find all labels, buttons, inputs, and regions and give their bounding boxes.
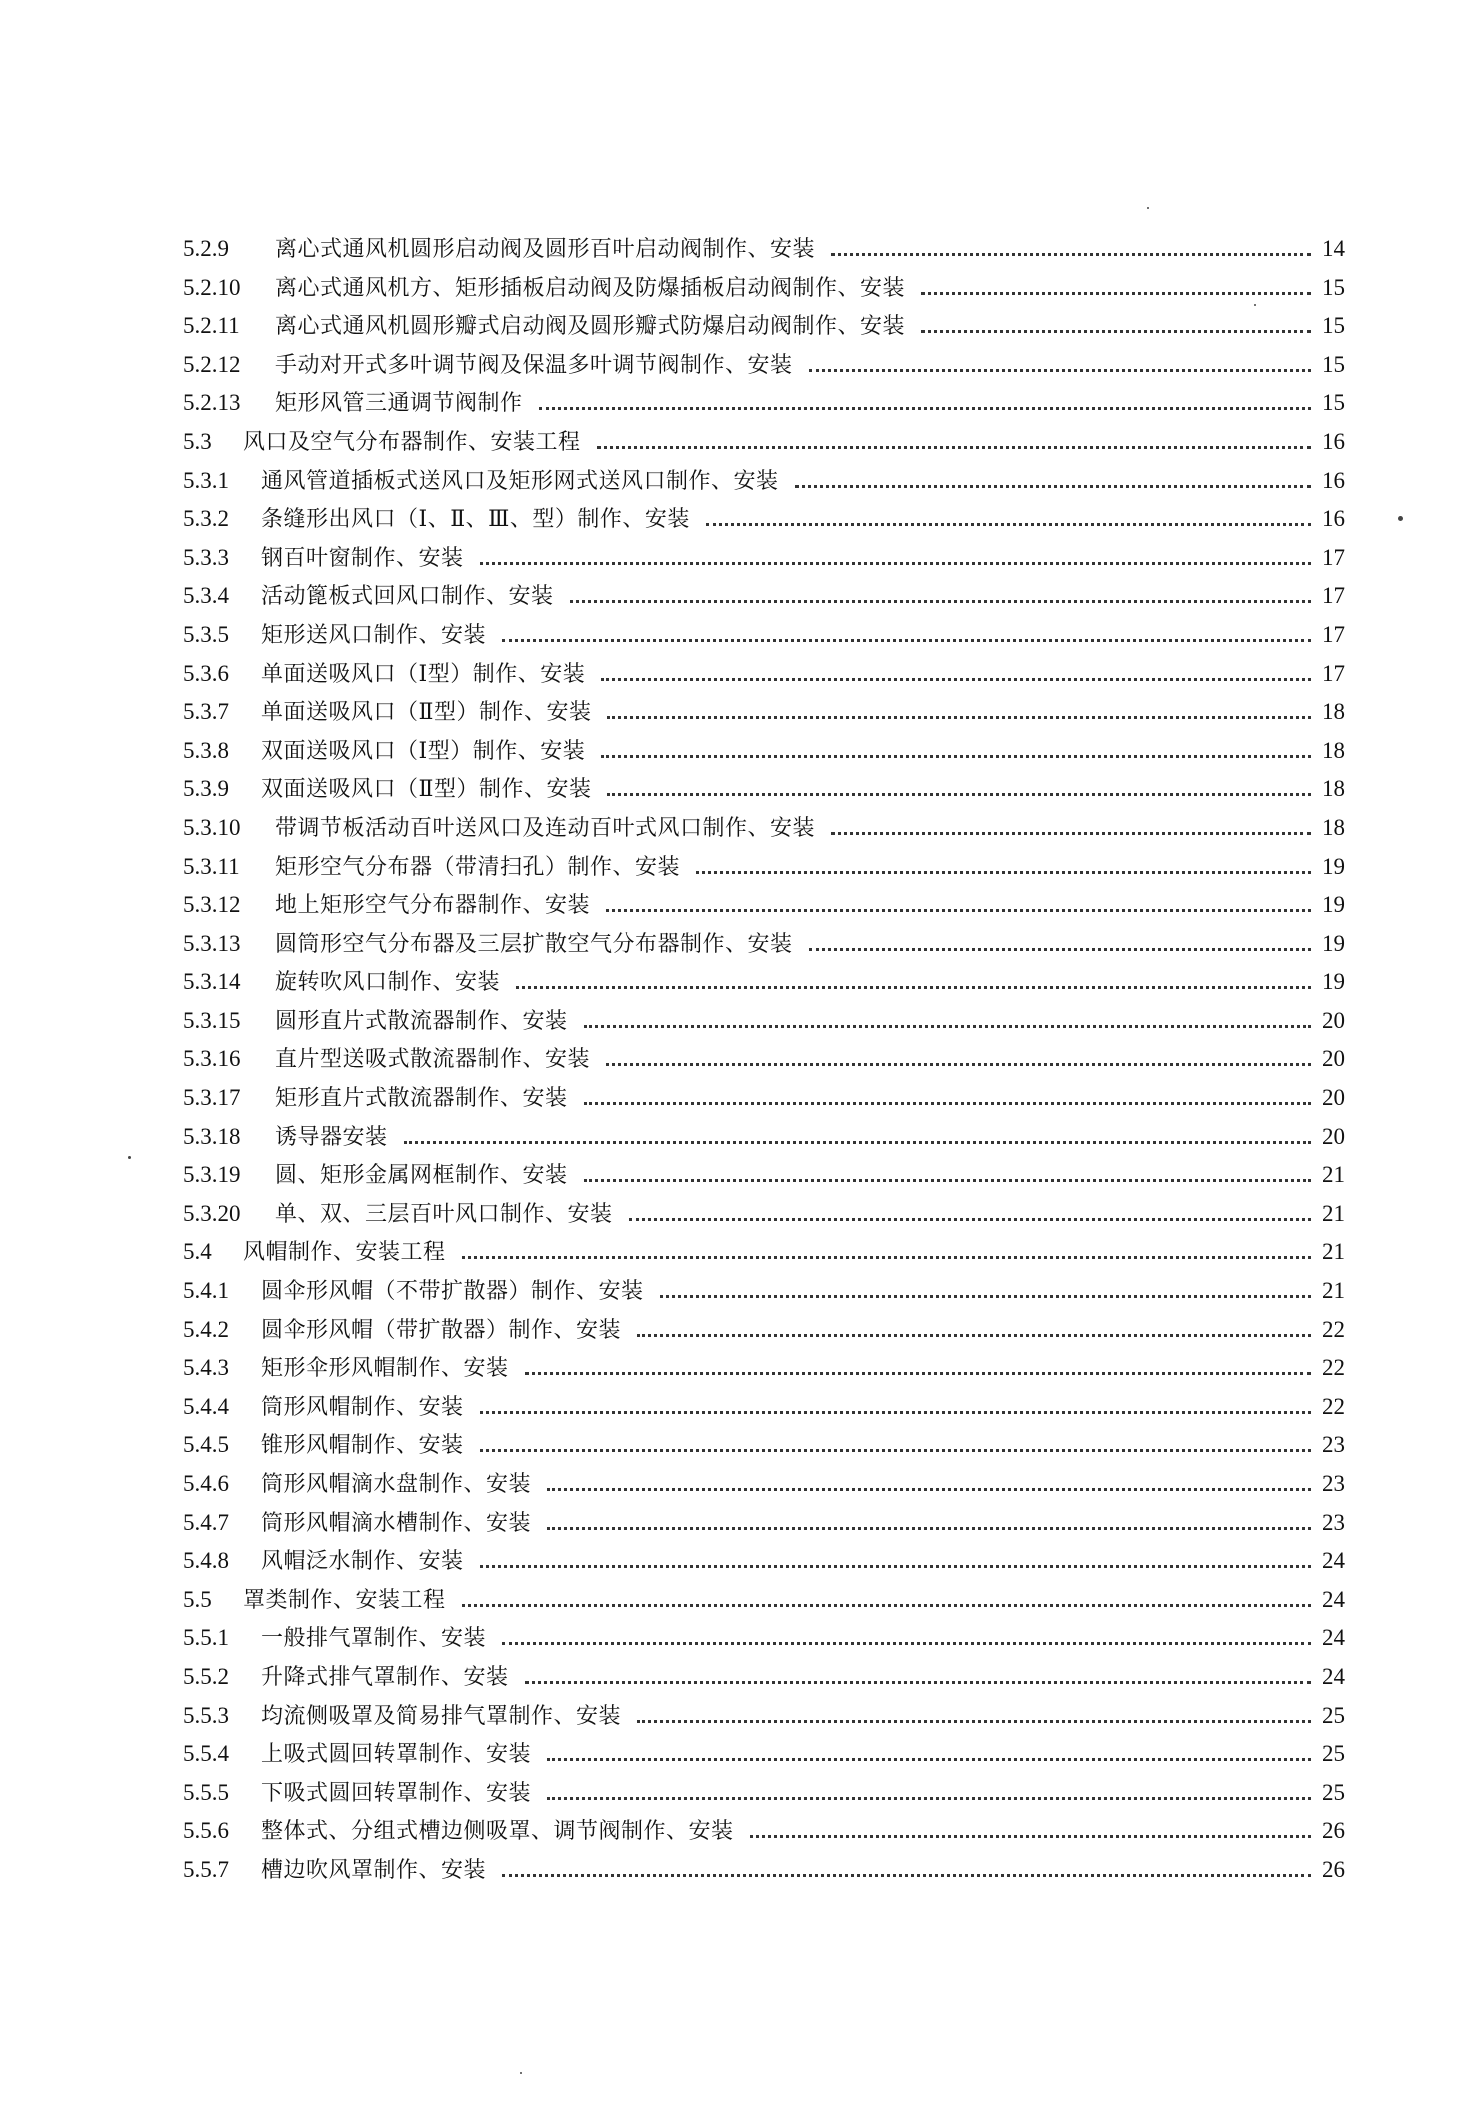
dot-leader xyxy=(597,446,1311,449)
toc-entry xyxy=(183,695,1345,734)
toc-entry-title: 单面送吸风口（Ⅱ型）制作、安装 xyxy=(261,700,592,726)
toc-entry xyxy=(183,811,1345,850)
toc-entry-page: 18 xyxy=(1322,699,1345,725)
toc-entry-page: 20 xyxy=(1322,1123,1345,1149)
toc-entry-title: 罩类制作、安装工程 xyxy=(243,1587,446,1613)
toc-entry xyxy=(183,541,1345,580)
toc-entry-number: 5.3.5 xyxy=(183,621,229,647)
toc-entry-number: 5.2.10 xyxy=(183,274,241,300)
toc-entry-number: 5.3.7 xyxy=(183,699,229,725)
dot-leader xyxy=(637,1334,1311,1337)
dot-leader xyxy=(584,1179,1311,1182)
toc-entry-title: 诱导器安装 xyxy=(275,1124,388,1150)
dot-leader xyxy=(606,909,1311,912)
dot-leader xyxy=(539,407,1311,410)
dot-leader xyxy=(547,1488,1311,1491)
dot-leader xyxy=(750,1835,1311,1838)
toc-entry-title: 矩形送风口制作、安装 xyxy=(261,622,487,648)
toc-entry-page: 20 xyxy=(1322,1085,1345,1111)
toc-entry xyxy=(183,1583,1345,1622)
toc-entry-number: 5.5.2 xyxy=(183,1663,229,1689)
toc-entry-page: 23 xyxy=(1322,1471,1345,1496)
toc-entry-title: 圆、矩形金属网框制作、安装 xyxy=(275,1163,568,1189)
scan-speck xyxy=(1254,304,1256,306)
toc-entry-title: 下吸式圆回转罩制作、安装 xyxy=(261,1780,532,1806)
toc-entry-number: 5.4.3 xyxy=(183,1355,229,1381)
toc-entry-page: 22 xyxy=(1322,1393,1345,1419)
toc-entry xyxy=(183,1042,1345,1081)
dot-leader xyxy=(502,639,1311,642)
toc-entry-number: 5.4.6 xyxy=(183,1471,229,1496)
dot-leader xyxy=(921,330,1311,333)
toc-entry-page: 25 xyxy=(1322,1702,1345,1728)
toc-entry-page: 17 xyxy=(1322,583,1345,609)
toc-entry-number: 5.5.4 xyxy=(183,1741,229,1767)
dot-leader xyxy=(706,523,1311,526)
toc-entry-number: 5.4.7 xyxy=(183,1509,229,1535)
toc-entry-number: 5.5.6 xyxy=(183,1818,229,1844)
toc-entry-page: 19 xyxy=(1322,853,1345,879)
toc-entry-number: 5.3.17 xyxy=(183,1085,241,1111)
dot-leader xyxy=(921,292,1311,295)
toc-entry xyxy=(183,888,1345,927)
toc-entry-number: 5.3.18 xyxy=(183,1123,241,1149)
toc-entry-page: 24 xyxy=(1322,1586,1345,1612)
toc-entry-number: 5.4.4 xyxy=(183,1393,229,1419)
dot-leader xyxy=(480,1449,1311,1452)
toc-entry-number: 5.3.12 xyxy=(183,892,241,918)
toc-entry xyxy=(183,1853,1345,1892)
toc-entry-number: 5.3.4 xyxy=(183,583,229,609)
toc-entry xyxy=(183,1776,1345,1815)
toc-entry xyxy=(183,1158,1345,1197)
dot-leader xyxy=(809,948,1311,951)
toc-entry-number: 5.3.11 xyxy=(183,853,240,879)
toc-entry-title: 带调节板活动百叶送风口及连动百叶式风口制作、安装 xyxy=(275,815,816,841)
toc-entry xyxy=(183,1814,1345,1853)
toc-entry xyxy=(183,1544,1345,1583)
toc-entry-number: 5.4.1 xyxy=(183,1278,229,1304)
dot-leader xyxy=(570,600,1311,603)
toc-entry-number: 5.3.9 xyxy=(183,776,229,802)
toc-entry-title: 筒形风帽制作、安装 xyxy=(261,1394,464,1420)
toc-entry xyxy=(183,927,1345,966)
toc-entry-title: 筒形风帽滴水盘制作、安装 xyxy=(261,1472,532,1497)
toc-entry-page: 19 xyxy=(1322,892,1345,918)
toc-entry-title: 直片型送吸式散流器制作、安装 xyxy=(275,1047,591,1073)
toc-entry-page: 24 xyxy=(1322,1548,1345,1574)
dot-leader xyxy=(547,1797,1311,1800)
toc-entry xyxy=(183,1506,1345,1545)
toc-entry-title: 离心式通风机圆形启动阀及圆形百叶启动阀制作、安装 xyxy=(275,237,816,262)
toc-entry xyxy=(183,464,1345,503)
toc-entry-title: 离心式通风机方、矩形插板启动阀及防爆插板启动阀制作、安装 xyxy=(275,275,906,301)
toc-entry-title: 单、双、三层百叶风口制作、安装 xyxy=(275,1201,613,1227)
toc-entry xyxy=(183,309,1345,348)
toc-entry-page: 17 xyxy=(1322,621,1345,647)
toc-entry-page: 23 xyxy=(1322,1432,1345,1458)
toc-entry xyxy=(183,1621,1345,1660)
toc-entry-page: 18 xyxy=(1322,737,1345,763)
toc-entry-number: 5.2.12 xyxy=(183,351,241,377)
toc-entry-number: 5.3 xyxy=(183,428,212,454)
toc-entry-page: 23 xyxy=(1322,1509,1345,1535)
dot-leader xyxy=(516,986,1311,989)
toc-entry-title: 双面送吸风口（Ⅰ型）制作、安装 xyxy=(261,738,586,764)
table-of-contents xyxy=(183,232,1345,1892)
toc-entry xyxy=(183,657,1345,696)
scan-speck xyxy=(1147,207,1149,209)
toc-entry-title: 矩形空气分布器（带清扫孔）制作、安装 xyxy=(275,854,681,880)
toc-entry-number: 5.2.9 xyxy=(183,236,229,261)
dot-leader xyxy=(831,832,1311,835)
dot-leader xyxy=(606,1063,1311,1066)
toc-entry-number: 5.3.16 xyxy=(183,1046,241,1072)
toc-entry-page: 19 xyxy=(1322,930,1345,956)
toc-entry-number: 5.3.2 xyxy=(183,506,229,532)
toc-entry-page: 16 xyxy=(1322,428,1345,454)
dot-leader xyxy=(480,562,1311,565)
toc-entry-title: 单面送吸风口（Ⅰ型）制作、安装 xyxy=(261,661,586,687)
toc-entry xyxy=(183,1274,1345,1313)
toc-entry-number: 5.3.8 xyxy=(183,737,229,763)
dot-leader xyxy=(607,716,1311,719)
toc-entry-number: 5.3.20 xyxy=(183,1200,241,1226)
toc-entry xyxy=(183,579,1345,618)
toc-entry-title: 风帽制作、安装工程 xyxy=(243,1240,446,1266)
toc-entry xyxy=(183,1004,1345,1043)
toc-entry-title: 筒形风帽滴水槽制作、安装 xyxy=(261,1510,532,1536)
dot-leader xyxy=(404,1141,1311,1144)
scan-speck xyxy=(128,1156,131,1159)
toc-entry-number: 5.5.1 xyxy=(183,1625,229,1651)
toc-entry xyxy=(183,965,1345,1004)
toc-entry xyxy=(183,1699,1345,1738)
toc-entry-page: 18 xyxy=(1322,776,1345,802)
toc-entry xyxy=(183,1390,1345,1429)
toc-entry-page: 16 xyxy=(1322,467,1345,493)
toc-entry-title: 槽边吹风罩制作、安装 xyxy=(261,1857,487,1883)
toc-entry-title: 圆筒形空气分布器及三层扩散空气分布器制作、安装 xyxy=(275,931,793,957)
toc-entry-page: 22 xyxy=(1322,1355,1345,1381)
toc-entry-page: 18 xyxy=(1322,814,1345,840)
toc-entry xyxy=(183,232,1345,271)
toc-entry xyxy=(183,271,1345,310)
toc-entry-number: 5.3.14 xyxy=(183,969,241,995)
toc-entry-title: 条缝形出风口（Ⅰ、Ⅱ、Ⅲ、型）制作、安装 xyxy=(261,507,690,533)
toc-entry xyxy=(183,1313,1345,1352)
toc-entry-title: 旋转吹风口制作、安装 xyxy=(275,970,501,996)
dot-leader xyxy=(637,1720,1311,1723)
toc-entry-number: 5.3.13 xyxy=(183,930,241,956)
toc-entry-page: 15 xyxy=(1322,274,1345,300)
dot-leader xyxy=(502,1874,1311,1877)
toc-entry-title: 圆伞形风帽（不带扩散器）制作、安装 xyxy=(261,1279,644,1305)
toc-entry-page: 26 xyxy=(1322,1818,1345,1844)
dot-leader xyxy=(831,253,1311,256)
toc-entry-page: 22 xyxy=(1322,1316,1345,1342)
toc-entry-page: 24 xyxy=(1322,1663,1345,1689)
toc-entry-page: 14 xyxy=(1322,236,1345,261)
toc-entry-number: 5.2.13 xyxy=(183,390,241,416)
toc-entry xyxy=(183,502,1345,541)
toc-entry-number: 5.5 xyxy=(183,1586,212,1612)
dot-leader xyxy=(547,1527,1311,1530)
toc-entry-title: 地上矩形空气分布器制作、安装 xyxy=(275,893,591,919)
scan-speck xyxy=(520,2072,522,2074)
toc-entry-title: 锥形风帽制作、安装 xyxy=(261,1433,464,1459)
toc-entry-page: 17 xyxy=(1322,660,1345,686)
toc-entry-title: 圆形直片式散流器制作、安装 xyxy=(275,1008,568,1034)
toc-entry xyxy=(183,1351,1345,1390)
toc-entry-page: 21 xyxy=(1322,1162,1345,1188)
dot-leader xyxy=(696,871,1311,874)
toc-entry-title: 均流侧吸罩及简易排气罩制作、安装 xyxy=(261,1703,622,1729)
toc-entry-title: 离心式通风机圆形瓣式启动阀及圆形瓣式防爆启动阀制作、安装 xyxy=(275,314,906,340)
toc-entry-title: 通风管道插板式送风口及矩形网式送风口制作、安装 xyxy=(261,468,779,494)
toc-entry-number: 5.2.11 xyxy=(183,313,240,339)
dot-leader xyxy=(584,1025,1311,1028)
toc-entry-page: 25 xyxy=(1322,1741,1345,1767)
dot-leader xyxy=(809,369,1311,372)
toc-entry-number: 5.4.8 xyxy=(183,1548,229,1574)
toc-entry-title: 升降式排气罩制作、安装 xyxy=(261,1664,509,1690)
toc-entry-number: 5.5.3 xyxy=(183,1702,229,1728)
dot-leader xyxy=(601,678,1311,681)
toc-entry xyxy=(183,772,1345,811)
toc-entry xyxy=(183,1428,1345,1467)
dot-leader xyxy=(525,1681,1311,1684)
toc-entry xyxy=(183,618,1345,657)
toc-entry-page: 25 xyxy=(1322,1779,1345,1805)
toc-entry xyxy=(183,386,1345,425)
toc-entry-title: 整体式、分组式槽边侧吸罩、调节阀制作、安装 xyxy=(261,1819,734,1845)
dot-leader xyxy=(660,1295,1311,1298)
dot-leader xyxy=(462,1604,1311,1607)
toc-entry-page: 19 xyxy=(1322,969,1345,995)
dot-leader xyxy=(547,1758,1311,1761)
toc-entry-number: 5.3.15 xyxy=(183,1007,241,1033)
toc-entry-number: 5.3.3 xyxy=(183,544,229,570)
toc-entry-title: 风帽泛水制作、安装 xyxy=(261,1549,464,1575)
toc-entry-number: 5.3.1 xyxy=(183,467,229,493)
toc-entry xyxy=(183,1235,1345,1274)
toc-entry-title: 手动对开式多叶调节阀及保温多叶调节阀制作、安装 xyxy=(275,352,793,378)
toc-entry-number: 5.5.7 xyxy=(183,1856,229,1882)
toc-entry-title: 圆伞形风帽（带扩散器）制作、安装 xyxy=(261,1317,622,1343)
toc-entry xyxy=(183,1467,1345,1506)
toc-entry-title: 双面送吸风口（Ⅱ型）制作、安装 xyxy=(261,777,592,803)
toc-entry-title: 一般排气罩制作、安装 xyxy=(261,1626,487,1652)
toc-entry xyxy=(183,1737,1345,1776)
dot-leader xyxy=(584,1102,1311,1105)
toc-entry xyxy=(183,1197,1345,1236)
toc-entry-title: 风口及空气分布器制作、安装工程 xyxy=(243,429,581,455)
toc-entry-title: 矩形伞形风帽制作、安装 xyxy=(261,1356,509,1382)
toc-entry-title: 钢百叶窗制作、安装 xyxy=(261,545,464,571)
toc-entry xyxy=(183,1120,1345,1159)
dot-leader xyxy=(502,1642,1311,1645)
dot-leader xyxy=(795,485,1311,488)
toc-entry-page: 20 xyxy=(1322,1007,1345,1033)
toc-entry-number: 5.4.5 xyxy=(183,1432,229,1458)
toc-entry-title: 活动篦板式回风口制作、安装 xyxy=(261,584,554,610)
toc-entry xyxy=(183,1081,1345,1120)
dot-leader xyxy=(480,1565,1311,1568)
toc-entry-title: 矩形直片式散流器制作、安装 xyxy=(275,1086,568,1112)
toc-entry-number: 5.5.5 xyxy=(183,1779,229,1805)
toc-entry-title: 矩形风管三通调节阀制作 xyxy=(275,391,523,417)
toc-entry-page: 17 xyxy=(1322,544,1345,570)
toc-entry xyxy=(183,734,1345,773)
toc-entry-page: 15 xyxy=(1322,313,1345,339)
toc-entry-page: 15 xyxy=(1322,351,1345,377)
dot-leader xyxy=(480,1411,1311,1414)
toc-entry-page: 24 xyxy=(1322,1625,1345,1651)
dot-leader xyxy=(629,1218,1311,1221)
toc-entry xyxy=(183,850,1345,889)
toc-entry-number: 5.3.10 xyxy=(183,814,241,840)
toc-entry-page: 26 xyxy=(1322,1856,1345,1882)
toc-entry xyxy=(183,348,1345,387)
dot-leader xyxy=(462,1256,1311,1259)
dot-leader xyxy=(525,1372,1311,1375)
toc-entry-page: 21 xyxy=(1322,1278,1345,1304)
toc-entry-title: 上吸式圆回转罩制作、安装 xyxy=(261,1742,532,1768)
toc-entry-page: 20 xyxy=(1322,1046,1345,1072)
toc-entry-page: 21 xyxy=(1322,1200,1345,1226)
toc-entry xyxy=(183,1660,1345,1699)
scan-speck xyxy=(1398,516,1403,521)
toc-entry-number: 5.3.6 xyxy=(183,660,229,686)
dot-leader xyxy=(607,793,1311,796)
toc-entry-page: 21 xyxy=(1322,1239,1345,1265)
toc-entry-number: 5.4 xyxy=(183,1239,212,1265)
dot-leader xyxy=(601,755,1311,758)
toc-entry-page: 15 xyxy=(1322,390,1345,416)
toc-entry-number: 5.3.19 xyxy=(183,1162,241,1188)
toc-entry-number: 5.4.2 xyxy=(183,1316,229,1342)
toc-entry xyxy=(183,425,1345,464)
toc-entry-page: 16 xyxy=(1322,506,1345,532)
